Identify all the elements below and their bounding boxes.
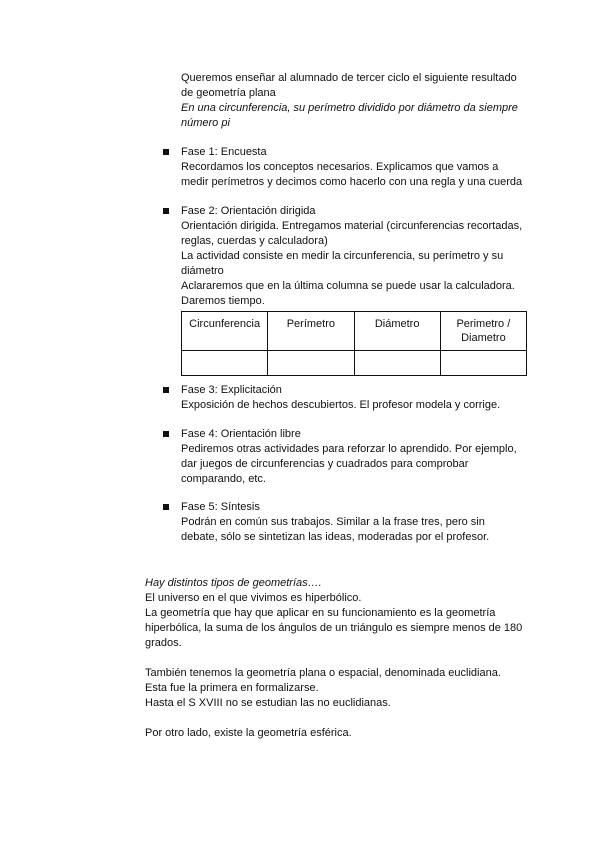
- empty-cell: [268, 351, 354, 376]
- measurement-table: [181, 311, 527, 376]
- section-line: hiperbólica, la suma de los ángulos de un triángulo es siempre menos de 180: [145, 622, 523, 634]
- intro-paragraph: [181, 71, 541, 131]
- section-heading: Hay distintos tipos de geometrías….: [145, 577, 322, 589]
- phase-2: [163, 204, 543, 376]
- phase-title: Fase 3: Explicitación: [181, 384, 282, 396]
- phase-line: comparando, etc.: [181, 473, 266, 485]
- phase-title: Fase 5: Síntesis: [181, 501, 260, 513]
- header-cell: Diámetro: [354, 312, 440, 351]
- spacer: [145, 651, 545, 666]
- header-cell: Circunferencia: [182, 312, 268, 351]
- phase-line: Aclararemos que en la última columna se puede usar la calculadora.: [181, 280, 515, 292]
- section-line: También tenemos la geometría plana o espacial, denominada euclidiana.: [145, 667, 501, 679]
- theorem-line: En una circunferencia, su perímetro dividido por diámetro da siempre: [181, 102, 518, 114]
- section-line: El universo en el que vivimos es hiperbólico.: [145, 592, 362, 604]
- empty-cell: [440, 351, 526, 376]
- table-header-row: [182, 312, 527, 351]
- phase-line: Pediremos otras actividades para reforzar lo aprendido. Por ejemplo,: [181, 443, 517, 455]
- section-line: La geometría que hay que aplicar en su funcionamiento es la geometría: [145, 607, 496, 619]
- phase-line: Orientación dirigida. Entregamos material (circunferencias recortadas,: [181, 220, 523, 232]
- geometries-section: [145, 576, 545, 741]
- theorem-line: número pi: [181, 117, 230, 129]
- bullet-icon: [163, 387, 169, 393]
- empty-cell: [354, 351, 440, 376]
- phase-line: reglas, cuerdas y calculadora): [181, 235, 328, 247]
- intro-line: Queremos enseñar al alumnado de tercer ciclo el siguiente resultado: [181, 72, 517, 84]
- phase-line: La actividad consiste en medir la circunferencia, su perímetro y su: [181, 250, 504, 262]
- header-cell-line: Perimetro /: [456, 318, 511, 330]
- empty-cell: [182, 351, 268, 376]
- section-line: Hasta el S XVIII no se estudian las no euclidianas.: [145, 697, 391, 709]
- header-cell: Perímetro: [268, 312, 354, 351]
- phase-4: [163, 427, 543, 487]
- spacer: [145, 711, 545, 726]
- bullet-icon: [163, 431, 169, 437]
- table-row: [182, 351, 527, 376]
- bullet-icon: [163, 149, 169, 155]
- phase-5: [163, 500, 543, 545]
- bullet-icon: [163, 504, 169, 510]
- header-cell: [440, 312, 526, 351]
- phase-title: Fase 1: Encuesta: [181, 146, 267, 158]
- phase-3: [163, 383, 543, 413]
- phase-line: diámetro: [181, 265, 224, 277]
- intro-line: de geometría plana: [181, 87, 276, 99]
- phase-line: Recordamos los conceptos necesarios. Explicamos que vamos a: [181, 161, 499, 173]
- phase-line: debate, sólo se sintetizan las ideas, moderadas por el profesor.: [181, 531, 490, 543]
- phase-line: Daremos tiempo.: [181, 295, 265, 307]
- phase-line: Podrán en común sus trabajos. Similar a la frase tres, pero sin: [181, 516, 485, 528]
- phase-line: Exposición de hechos descubiertos. El profesor modela y corrige.: [181, 399, 501, 411]
- phase-title: Fase 2: Orientación dirigida: [181, 205, 316, 217]
- header-cell-line: Diametro: [461, 332, 506, 344]
- section-line: Esta fue la primera en formalizarse.: [145, 682, 319, 694]
- phase-title: Fase 4: Orientación libre: [181, 428, 301, 440]
- phase-1: [163, 145, 543, 190]
- section-line: grados.: [145, 637, 182, 649]
- phase-line: medir perímetros y decimos como hacerlo con una regla y una cuerda: [181, 176, 523, 188]
- section-line: Por otro lado, existe la geometría esférica.: [145, 727, 352, 739]
- bullet-icon: [163, 208, 169, 214]
- phase-line: dar juegos de circunferencias y cuadrados para comprobar: [181, 458, 469, 470]
